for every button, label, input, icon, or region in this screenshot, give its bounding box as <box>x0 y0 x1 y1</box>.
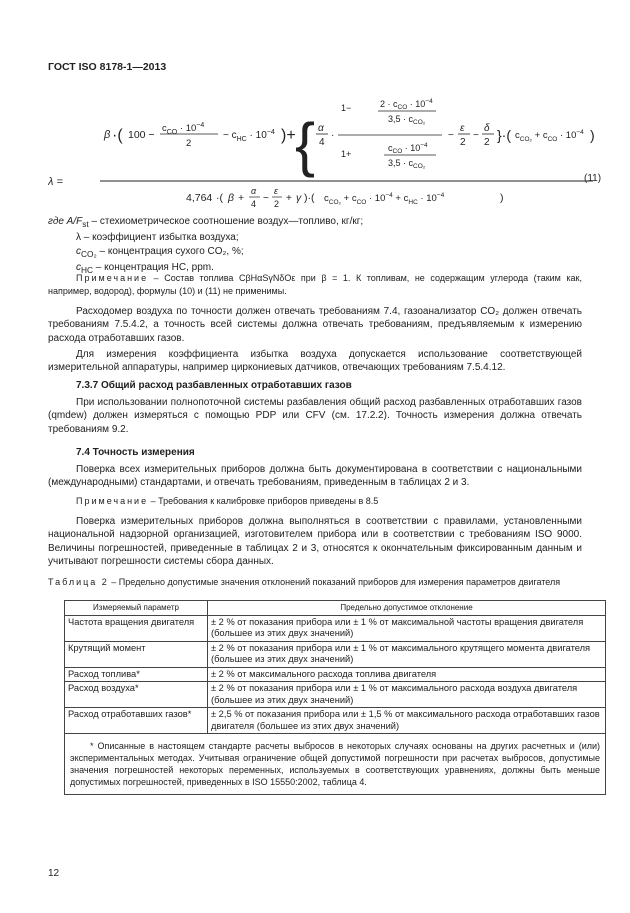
svg-text:γ: γ <box>296 192 302 204</box>
svg-text:λ =: λ = <box>48 176 63 188</box>
svg-text:): ) <box>500 192 504 204</box>
svg-text:{: { <box>295 111 316 178</box>
formula-11 <box>48 95 608 210</box>
svg-text:2: 2 <box>484 137 490 148</box>
svg-text:)·(: )·( <box>304 192 315 204</box>
table-cell-dev: ± 2,5 % от показания прибора или ± 1,5 % от максимального расхода отработавших газов двигателя (большее из этих двух значений) <box>208 708 606 734</box>
svg-text:1+: 1+ <box>341 149 352 159</box>
table-cell-param: Расход топлива* <box>65 667 208 682</box>
table-cell-param: Расход отработавших газов* <box>65 708 208 734</box>
table-caption: Таблица 2 – Предельно допустимые значения отклонений показаний приборов для измерения параметров двигателя <box>48 577 561 587</box>
paragraph-4: Поверка всех измерительных приборов должна быть документирована в соответствии с национальными (международными) стандартами, и отвечать требованиям, приведенным в таблицах 2 и 3. <box>48 464 582 489</box>
svg-text:4: 4 <box>251 199 257 209</box>
svg-text:)+: )+ <box>281 127 296 144</box>
table-row <box>65 667 606 682</box>
table-row <box>65 641 606 667</box>
svg-text:β: β <box>104 129 111 141</box>
table-2 <box>64 600 606 795</box>
table-header-dev: Предельно допустимое отклонение <box>208 601 606 616</box>
paragraph-3: При использовании полнопоточной системы разбавления общий расход разбавленных отработавших газов (qmdew) должен измеряться с помощью PDP или CFV (см. 17.2.2). Точность измерения должна отвечать требованиям 9.2. <box>48 397 582 435</box>
svg-text:·(: ·( <box>216 192 223 204</box>
note-1: Примечание – Состав топлива CβHαSγNδOε при β = 1. К топливам, не содержащим углерода (таким как, например, водород), формулы (10) и (11) не применимы. <box>48 273 582 297</box>
svg-text:ε: ε <box>460 123 465 134</box>
svg-text:2: 2 <box>186 138 192 149</box>
def-lambda: λ – коэффициент избытка воздуха; <box>76 232 239 244</box>
table-cell-dev: ± 2 % от показания прибора или ± 1 % от максимального расхода воздуха двигателя (большее из этих двух значений) <box>208 682 606 708</box>
document-header: ГОСТ ISO 8178-1—2013 <box>48 61 167 73</box>
paragraph-2: Для измерения коэффициента избытка воздуха допускается использование соответствующей измерительной аппаратуры, например циркониевых датчиков, отвечающих требованиям 7.5.4.12. <box>48 349 582 374</box>
paragraph-5: Поверка измерительных приборов должна выполняться в соответствии с правилами, установленными национальной надзорной организацией, изготовителем прибора или в соответствии с требованиям ISO 9000. Величины погрешностей, приведенные в таблицах 2 и 3, относятся к окончательным фиксированным данным и учитывают погрешности системы сбора данных. <box>48 516 582 568</box>
table-cell-param: Расход воздуха* <box>65 682 208 708</box>
svg-text:4: 4 <box>319 137 325 148</box>
svg-text:− cHC · 10−4: − $c_{HC} \cdot 10^{-4}$ <box>223 129 275 143</box>
table-cell-dev: ± 2 % от показания прибора или ± 1 % от максимальной частоты вращения двигателя (большее из этих двух значений) <box>208 615 606 641</box>
def-chc: $c_{HC}$ – концентрация HC, ppm. <box>76 262 214 276</box>
svg-text:2: 2 <box>274 199 280 209</box>
svg-text:cCO₂ + cCO · 10−4 + cHC · 10−4: $c_{CO_2} + c_{CO} \cdot 10^{-4} + c_{HC} \cdot 10^{-4}$ <box>324 192 445 206</box>
def-af: где $A/F_{st}$ – стехиометрическое соотношение воздух—топливо, кг/кг; <box>48 216 364 229</box>
svg-text:(11): (11) <box>584 173 602 184</box>
svg-text:1−: 1− <box>341 103 352 113</box>
svg-text:·(: ·( <box>112 127 123 144</box>
svg-text:−: − <box>263 193 269 204</box>
svg-text:+: + <box>286 193 292 204</box>
svg-text:β: β <box>228 192 234 204</box>
page-number: 12 <box>48 868 60 879</box>
svg-text:): ) <box>590 127 595 143</box>
table-2-grid <box>64 600 606 795</box>
table-header-param: Измеряемый параметр <box>65 601 208 616</box>
svg-text:2 · cCO · 10−4: $2 \cdot c_{CO} \cdot 10^{-4}$ <box>380 98 433 111</box>
svg-text:cCO · 10−4: $c_{CO} \cdot 10^{-4}$ <box>162 122 205 136</box>
svg-text:cCO · 10−4: $c_{CO} \cdot 10^{-4}$ <box>388 142 428 155</box>
table-row <box>65 682 606 708</box>
table-cell-dev: ± 2 % от максимального расхода топлива двигателя <box>208 667 606 682</box>
svg-text:δ: δ <box>484 123 490 134</box>
table-footnote: * Описанные в настоящем стандарте расчеты выбросов в некоторых случаях основаны на других расчетных и (или) экспериментальных методах. Учитывая ограничение общей допустимой погрешности при расчетах выбросов, допустимые значения погрешностей некоторых переменных, используемых в соответствующих уравнениях, должны быть меньше допустимых погрешностей, приведенных в ISO 15550:2002, таблица 4. <box>65 734 606 795</box>
heading-7-4: 7.4 Точность измерения <box>76 447 195 458</box>
svg-text:3,5 · cCO₂: $3,5 \cdot c_{CO_2}$ <box>388 158 426 170</box>
svg-text:·: · <box>331 130 335 141</box>
def-cco2: $c_{CO_2}$ – концентрация сухого CO₂, %; <box>76 245 244 259</box>
table-cell-param: Крутящий момент <box>65 641 208 667</box>
svg-text:−: − <box>448 130 454 141</box>
svg-text:}·(: }·( <box>497 127 511 143</box>
table-cell-dev: ± 2 % от показания прибора или ± 1 % от максимального крутящего момента двигателя (большее из этих двух значений) <box>208 641 606 667</box>
svg-text:α: α <box>251 186 257 196</box>
svg-text:+: + <box>238 192 245 204</box>
svg-text:cCO₂ + cCO · 10−4: $c_{CO_2} + c_{CO} \cdot 10^{-4}$ <box>515 129 584 143</box>
paragraph-1: Расходомер воздуха по точности должен отвечать требованиям 7.4, газоанализатор CO₂ должен отвечать требованиям 7.5.4.2, а точность всей системы должна отвечать требованиям, предъявляемым к измерению расхода отработавших газов. <box>48 306 582 344</box>
note-2: Примечание – Требования к калибровке приборов приведены в 8.5 <box>76 496 379 506</box>
table-row <box>65 615 606 641</box>
svg-text:3,5 · cCO₂: $3,5 \cdot c_{CO_2}$ <box>388 114 426 126</box>
heading-7-3-7: 7.3.7 Общий расход разбавленных отработавших газов <box>76 380 352 391</box>
svg-text:2: 2 <box>460 137 466 148</box>
table-footnote-row <box>65 734 606 795</box>
svg-text:ε: ε <box>274 186 278 196</box>
variable-definitions <box>48 215 363 278</box>
formula-11-svg <box>48 95 608 210</box>
svg-text:−: − <box>473 130 479 141</box>
table-cell-param: Частота вращения двигателя <box>65 615 208 641</box>
svg-text:α: α <box>318 123 324 134</box>
svg-text:100 −: 100 − <box>128 129 155 141</box>
table-header-row <box>65 601 606 616</box>
svg-text:4,764: 4,764 <box>186 192 213 204</box>
table-row <box>65 708 606 734</box>
